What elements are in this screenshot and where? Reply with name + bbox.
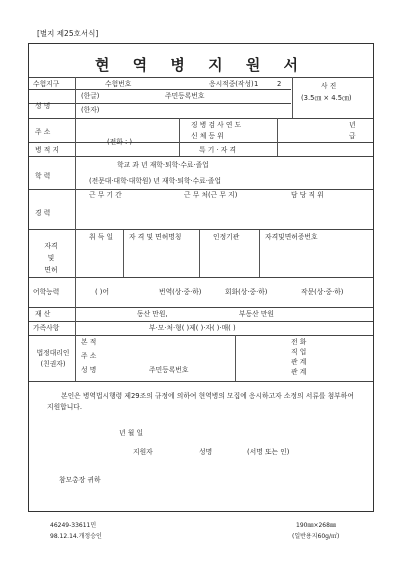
relation-label-2: 관 계 [291,368,307,376]
language-label: 어학능력 [33,288,60,296]
photo-size: (3.5㎝ × 4.5㎝) [301,94,352,102]
rule [277,118,278,156]
footer-code: 46249-33611민 [50,522,97,529]
name-label: 성 명 [35,102,51,110]
duty-header: 담 당 직 위 [291,191,324,199]
movable-field[interactable]: 동산 만원, [137,310,168,318]
rule [75,77,76,335]
family-label: 가족사항 [33,324,60,332]
relation-label-1: 관 계 [291,358,307,366]
recipient-label: 참모총장 귀하 [59,476,101,484]
rule [29,142,373,143]
rule [199,230,200,277]
applicant-label: 지원자 [133,448,153,456]
family-field[interactable]: 부·모·처·형( )제( )·자( )·매( ) [149,324,236,332]
college-line: (전문대·대학·대학원) 년 재학·퇴학·수료·졸업 [89,177,222,185]
special-skill-label: 특 기 · 자 격 [199,146,237,154]
workplace-header: 근 무 처(근 무 지) [184,191,238,199]
rule [75,335,76,381]
guardian-label: 법정대리인 (친권자) [36,349,70,368]
guardian-phone-label: 전 화 [291,338,307,346]
work-period-header: 근 무 기 간 [89,191,122,199]
exam-number-label: 수험번호 [105,80,132,88]
qualification-label: 자격 및 면허 [44,242,58,274]
rule [292,77,293,118]
certifying-body-header: 인정기관 [213,233,240,241]
guardian-name-label: 성 명 [81,366,97,374]
guardian-job-label: 직 업 [291,348,307,356]
draft-check-year-label: 징 병 검 사 연 도 [191,121,242,129]
choice-order-label: 응시적중(작성) [209,80,254,88]
license-name-header: 자 격 및 면허명칭 [129,233,182,241]
grade-suffix: 급 [349,132,356,140]
composition-level[interactable]: 작문(상·중·하) [301,288,344,296]
real-estate-field[interactable]: 부동산 만원 [239,310,274,318]
acquired-date-header: 취 득 일 [89,233,114,241]
language-field[interactable]: ( )어 [95,288,110,296]
choice-1[interactable]: 1 [254,80,259,88]
year-suffix: 년 [349,121,356,129]
resident-number-label: 주민등록번호 [165,92,205,100]
signature-name-label: 성명 [199,448,213,456]
rule [29,307,373,308]
rule [29,89,291,90]
rule [235,335,236,381]
rule [123,230,124,277]
declaration-text: 본인은 병역법시행령 제29조의 규정에 의하여 현역병의 모집에 응시하고자 소정의 서류를 첨부하여 지원합니다. [47,392,354,411]
translation-level[interactable]: 번역(상·중·하) [159,288,202,296]
license-number-header: 자격및면허증번호 [265,233,318,241]
rule [29,189,373,190]
rule [29,103,291,104]
property-label: 재 산 [35,310,51,318]
guardian-resident-label: 주민등록번호 [149,366,189,374]
form-frame [28,43,374,512]
photo-label: 사 진 [321,82,337,90]
school-line: 학교 과 년 재학·퇴학·수료·졸업 [117,161,209,169]
guardian-address-label: 주 소 [81,352,97,360]
phone-field[interactable]: (전화 : ) [107,138,133,146]
rule [29,229,373,230]
exam-area-label: 수험지구 [33,80,60,88]
rule [29,277,373,278]
date-line: 년 월 일 [119,429,144,437]
rule [29,77,373,78]
rule [259,230,260,277]
rule [179,118,180,156]
military-branch-label: 병 적 지 [35,146,60,154]
form-tag: [별지 제25호서식] [37,29,99,38]
rule [29,335,373,336]
form-title: 현 역 병 지 원 서 [94,56,308,74]
education-label: 학 력 [35,172,51,180]
footer-paper: (일반용지60g/㎡) [292,533,340,540]
rule [29,321,373,322]
name-korean[interactable]: (한글) [81,92,100,100]
rule [29,118,373,119]
name-hanja[interactable]: (한자) [81,106,100,114]
choice-2[interactable]: 2 [277,80,282,88]
rule [29,381,373,382]
domicile-label: 본 적 [81,338,97,346]
career-label: 경 력 [35,209,51,217]
footer-size: 190㎜×268㎜ [296,522,336,529]
address-label: 주 소 [35,128,51,136]
physical-grade-label: 신 체 등 위 [191,132,224,140]
conversation-level[interactable]: 회화(상·중·하) [225,288,268,296]
rule [29,156,373,157]
signature-hint: (서명 또는 인) [247,448,290,456]
footer-approval: 98.12.14.개정승인 [50,533,102,540]
